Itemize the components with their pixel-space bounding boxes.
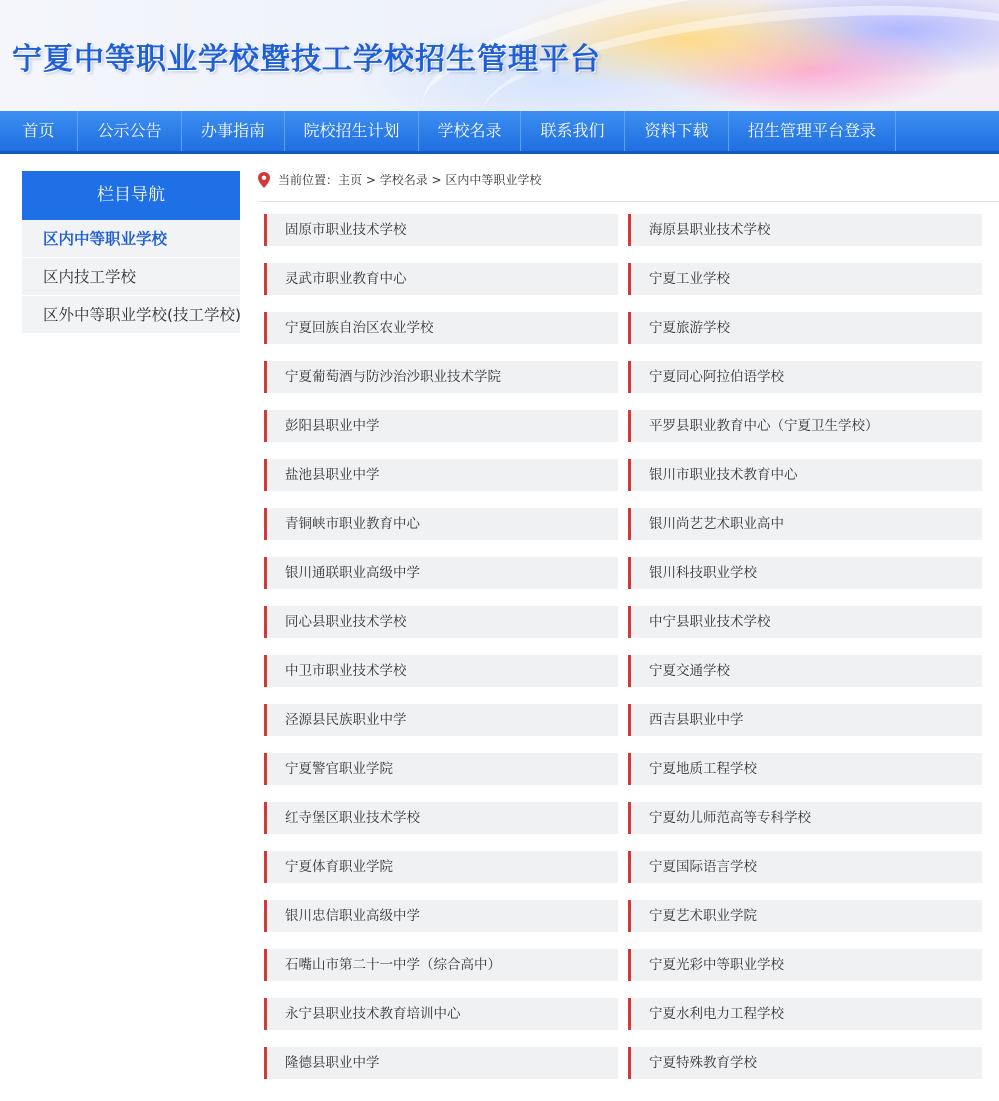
- location-pin-icon: [258, 172, 270, 188]
- nav-item-school-directory[interactable]: 学校名录: [419, 111, 521, 151]
- sidebar: [22, 171, 240, 334]
- nav-item-admission-plan[interactable]: 院校招生计划: [285, 111, 419, 151]
- school-link[interactable]: 彭阳县职业中学: [264, 410, 618, 442]
- school-link[interactable]: 宁夏幼儿师范高等专科学校: [628, 802, 982, 834]
- school-link[interactable]: 同心县职业技术学校: [264, 606, 618, 638]
- breadcrumb-separator: >: [427, 173, 446, 187]
- sidebar-title: 栏目导航: [22, 171, 240, 220]
- school-row: [264, 949, 984, 998]
- nav-item-platform-login[interactable]: 招生管理平台登录: [729, 111, 896, 151]
- school-row: [264, 312, 984, 361]
- site-title: 宁夏中等职业学校暨技工学校招生管理平台: [12, 42, 601, 77]
- school-link[interactable]: 宁夏水利电力工程学校: [628, 998, 982, 1030]
- school-link[interactable]: 宁夏警官职业学院: [264, 753, 618, 785]
- nav-item-downloads[interactable]: 资料下载: [625, 111, 729, 151]
- school-link[interactable]: 石嘴山市第二十一中学（综合高中）: [264, 949, 618, 981]
- school-list: [264, 214, 984, 1096]
- school-link[interactable]: 平罗县职业教育中心（宁夏卫生学校）: [628, 410, 982, 442]
- breadcrumb: [258, 170, 999, 202]
- school-link[interactable]: 银川通联职业高级中学: [264, 557, 618, 589]
- nav-item-contact[interactable]: 联系我们: [521, 111, 625, 151]
- school-row: [264, 214, 984, 263]
- school-row: [264, 410, 984, 459]
- school-link[interactable]: 宁夏地质工程学校: [628, 753, 982, 785]
- school-link[interactable]: 银川忠信职业高级中学: [264, 900, 618, 932]
- sidebar-item-external-vocational[interactable]: 区外中等职业学校(技工学校): [22, 296, 240, 334]
- school-link[interactable]: 宁夏同心阿拉伯语学校: [628, 361, 982, 393]
- school-row: [264, 557, 984, 606]
- school-link[interactable]: 宁夏回族自治区农业学校: [264, 312, 618, 344]
- school-row: [264, 1047, 984, 1096]
- school-link[interactable]: 银川科技职业学校: [628, 557, 982, 589]
- school-row: [264, 704, 984, 753]
- school-link[interactable]: 西吉县职业中学: [628, 704, 982, 736]
- breadcrumb-directory[interactable]: 学校名录: [379, 173, 428, 187]
- breadcrumb-current: 区内中等职业学校: [445, 173, 542, 187]
- school-link[interactable]: 宁夏工业学校: [628, 263, 982, 295]
- school-link[interactable]: 海原县职业技术学校: [628, 214, 982, 246]
- school-row: [264, 606, 984, 655]
- school-row: [264, 802, 984, 851]
- school-link[interactable]: 泾源县民族职业中学: [264, 704, 618, 736]
- school-link[interactable]: 灵武市职业教育中心: [264, 263, 618, 295]
- school-link[interactable]: 宁夏艺术职业学院: [628, 900, 982, 932]
- school-link[interactable]: 银川市职业技术教育中心: [628, 459, 982, 491]
- school-row: [264, 263, 984, 312]
- school-link[interactable]: 红寺堡区职业技术学校: [264, 802, 618, 834]
- nav-item-home[interactable]: 首页: [0, 111, 78, 151]
- school-link[interactable]: 宁夏光彩中等职业学校: [628, 949, 982, 981]
- school-row: [264, 459, 984, 508]
- school-link[interactable]: 宁夏交通学校: [628, 655, 982, 687]
- school-link[interactable]: 银川尚艺艺术职业高中: [628, 508, 982, 540]
- school-link[interactable]: 隆德县职业中学: [264, 1047, 618, 1079]
- school-row: [264, 655, 984, 704]
- school-row: [264, 753, 984, 802]
- school-link[interactable]: 青铜峡市职业教育中心: [264, 508, 618, 540]
- school-link[interactable]: 永宁县职业技术教育培训中心: [264, 998, 618, 1030]
- school-link[interactable]: 宁夏旅游学校: [628, 312, 982, 344]
- nav-item-guide[interactable]: 办事指南: [182, 111, 285, 151]
- sidebar-item-local-vocational[interactable]: 区内中等职业学校: [22, 220, 240, 258]
- breadcrumb-separator: >: [362, 173, 380, 187]
- school-link[interactable]: 宁夏葡萄酒与防沙治沙职业技术学院: [264, 361, 618, 393]
- school-link[interactable]: 盐池县职业中学: [264, 459, 618, 491]
- school-row: [264, 508, 984, 557]
- school-link[interactable]: 宁夏国际语言学校: [628, 851, 982, 883]
- school-link[interactable]: 宁夏特殊教育学校: [628, 1047, 982, 1079]
- sidebar-item-local-technical[interactable]: 区内技工学校: [22, 258, 240, 296]
- nav-item-announcements[interactable]: 公示公告: [78, 111, 182, 151]
- school-row: [264, 900, 984, 949]
- school-row: [264, 361, 984, 410]
- school-row: [264, 998, 984, 1047]
- site-header: [0, 0, 999, 111]
- school-link[interactable]: 固原市职业技术学校: [264, 214, 618, 246]
- breadcrumb-prefix: 当前位置：: [278, 173, 339, 187]
- main-nav: [0, 111, 999, 154]
- school-link[interactable]: 中卫市职业技术学校: [264, 655, 618, 687]
- school-link[interactable]: 中宁县职业技术学校: [628, 606, 982, 638]
- breadcrumb-home[interactable]: 主页: [338, 173, 363, 187]
- school-link[interactable]: 宁夏体育职业学院: [264, 851, 618, 883]
- school-row: [264, 851, 984, 900]
